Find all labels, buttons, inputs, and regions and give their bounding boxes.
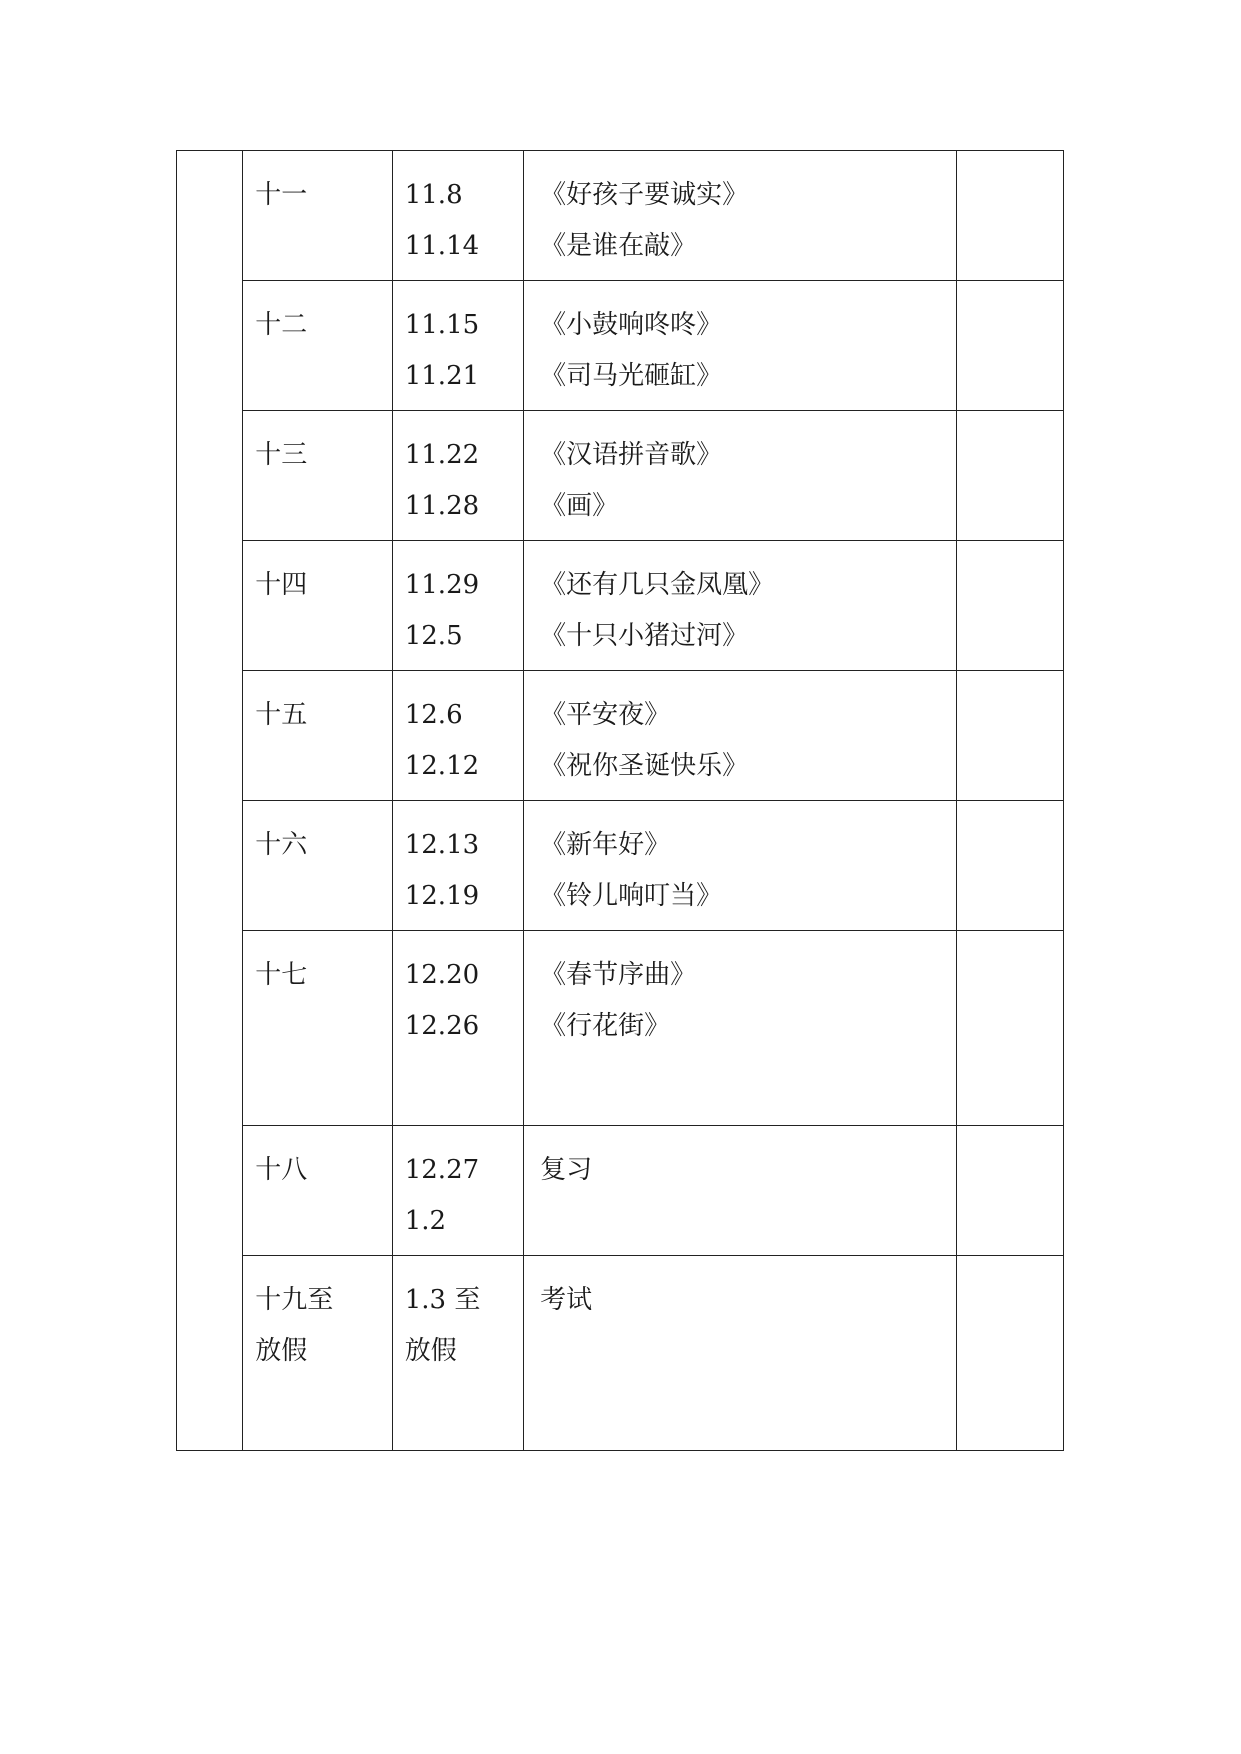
date-cell xyxy=(392,801,523,931)
content-cell xyxy=(524,1126,956,1256)
song-title: 《小鼓响咚咚》 xyxy=(540,310,723,340)
song-title: 《行花街》 xyxy=(540,1010,671,1041)
table-row xyxy=(177,411,1064,541)
date-end: 12.26 xyxy=(404,1010,480,1041)
table-row xyxy=(177,931,1064,1126)
week-label: 放假 xyxy=(255,1335,308,1366)
week-cell xyxy=(243,801,393,931)
date-cell xyxy=(392,671,523,801)
date-start: 12.6 xyxy=(404,700,463,730)
note-cell xyxy=(956,931,1063,1126)
activity-label: 复习 xyxy=(540,1155,593,1185)
song-title: 《好孩子要诚实》 xyxy=(540,180,749,210)
table-row xyxy=(177,151,1064,281)
song-title: 《祝你圣诞快乐》 xyxy=(540,750,749,781)
table-row xyxy=(177,1126,1064,1256)
date-start: 12.27 xyxy=(404,1155,480,1185)
content-cell xyxy=(524,671,956,801)
content-cell xyxy=(524,411,956,541)
date-cell xyxy=(392,151,523,281)
date-start: 11.22 xyxy=(404,440,480,470)
week-cell xyxy=(243,931,393,1126)
song-title: 《十只小猪过河》 xyxy=(540,620,749,651)
week-cell xyxy=(243,1256,393,1451)
schedule-table xyxy=(176,150,1064,1451)
date-start: 1.3 至 xyxy=(404,1285,481,1315)
date-cell xyxy=(392,1256,523,1451)
song-title: 《新年好》 xyxy=(540,830,671,860)
date-cell xyxy=(392,541,523,671)
week-label: 十七 xyxy=(255,960,308,990)
note-cell xyxy=(956,1256,1063,1451)
note-cell xyxy=(956,1126,1063,1256)
note-cell xyxy=(956,151,1063,281)
song-title: 《画》 xyxy=(540,490,619,521)
date-cell xyxy=(392,281,523,411)
date-end: 1.2 xyxy=(404,1205,447,1236)
week-cell xyxy=(243,411,393,541)
note-cell xyxy=(956,671,1063,801)
date-start: 11.8 xyxy=(404,180,463,210)
note-cell xyxy=(956,281,1063,411)
merged-side-cell xyxy=(177,151,243,1451)
week-cell xyxy=(243,671,393,801)
date-end: 12.19 xyxy=(404,880,480,911)
activity-label: 考试 xyxy=(540,1285,593,1315)
date-end: 12.5 xyxy=(404,620,463,651)
song-title: 《平安夜》 xyxy=(540,700,671,730)
week-cell xyxy=(243,541,393,671)
song-title: 《司马光砸缸》 xyxy=(540,360,723,391)
week-label: 十六 xyxy=(255,830,308,860)
song-title: 《汉语拼音歌》 xyxy=(540,440,723,470)
date-end: 11.21 xyxy=(404,360,480,391)
date-cell xyxy=(392,411,523,541)
date-cell xyxy=(392,1126,523,1256)
week-cell xyxy=(243,151,393,281)
week-label: 十四 xyxy=(255,570,308,600)
content-cell xyxy=(524,541,956,671)
song-title: 《春节序曲》 xyxy=(540,960,697,990)
table-row xyxy=(177,801,1064,931)
note-cell xyxy=(956,801,1063,931)
week-label: 十二 xyxy=(255,310,308,340)
song-title: 《是谁在敲》 xyxy=(540,230,697,261)
week-cell xyxy=(243,281,393,411)
content-cell xyxy=(524,1256,956,1451)
date-end: 11.28 xyxy=(404,490,480,521)
table-row xyxy=(177,1256,1064,1451)
date-start: 11.29 xyxy=(404,570,480,600)
week-cell xyxy=(243,1126,393,1256)
content-cell xyxy=(524,151,956,281)
table-row xyxy=(177,541,1064,671)
date-end: 11.14 xyxy=(404,230,480,261)
note-cell xyxy=(956,411,1063,541)
date-end: 12.12 xyxy=(404,750,480,781)
content-cell xyxy=(524,931,956,1126)
week-label: 十五 xyxy=(255,700,308,730)
week-label: 十九至 xyxy=(255,1285,334,1315)
content-cell xyxy=(524,801,956,931)
content-cell xyxy=(524,281,956,411)
date-end: 放假 xyxy=(404,1335,457,1366)
date-cell xyxy=(392,931,523,1126)
table-row xyxy=(177,281,1064,411)
week-label: 十一 xyxy=(255,180,308,210)
week-label: 十三 xyxy=(255,440,308,470)
date-start: 12.13 xyxy=(404,830,480,860)
table-row xyxy=(177,671,1064,801)
song-title: 《铃儿响叮当》 xyxy=(540,880,723,911)
note-cell xyxy=(956,541,1063,671)
date-start: 12.20 xyxy=(404,960,480,990)
date-start: 11.15 xyxy=(404,310,480,340)
song-title: 《还有几只金凤凰》 xyxy=(540,570,775,600)
week-label: 十八 xyxy=(255,1155,308,1185)
